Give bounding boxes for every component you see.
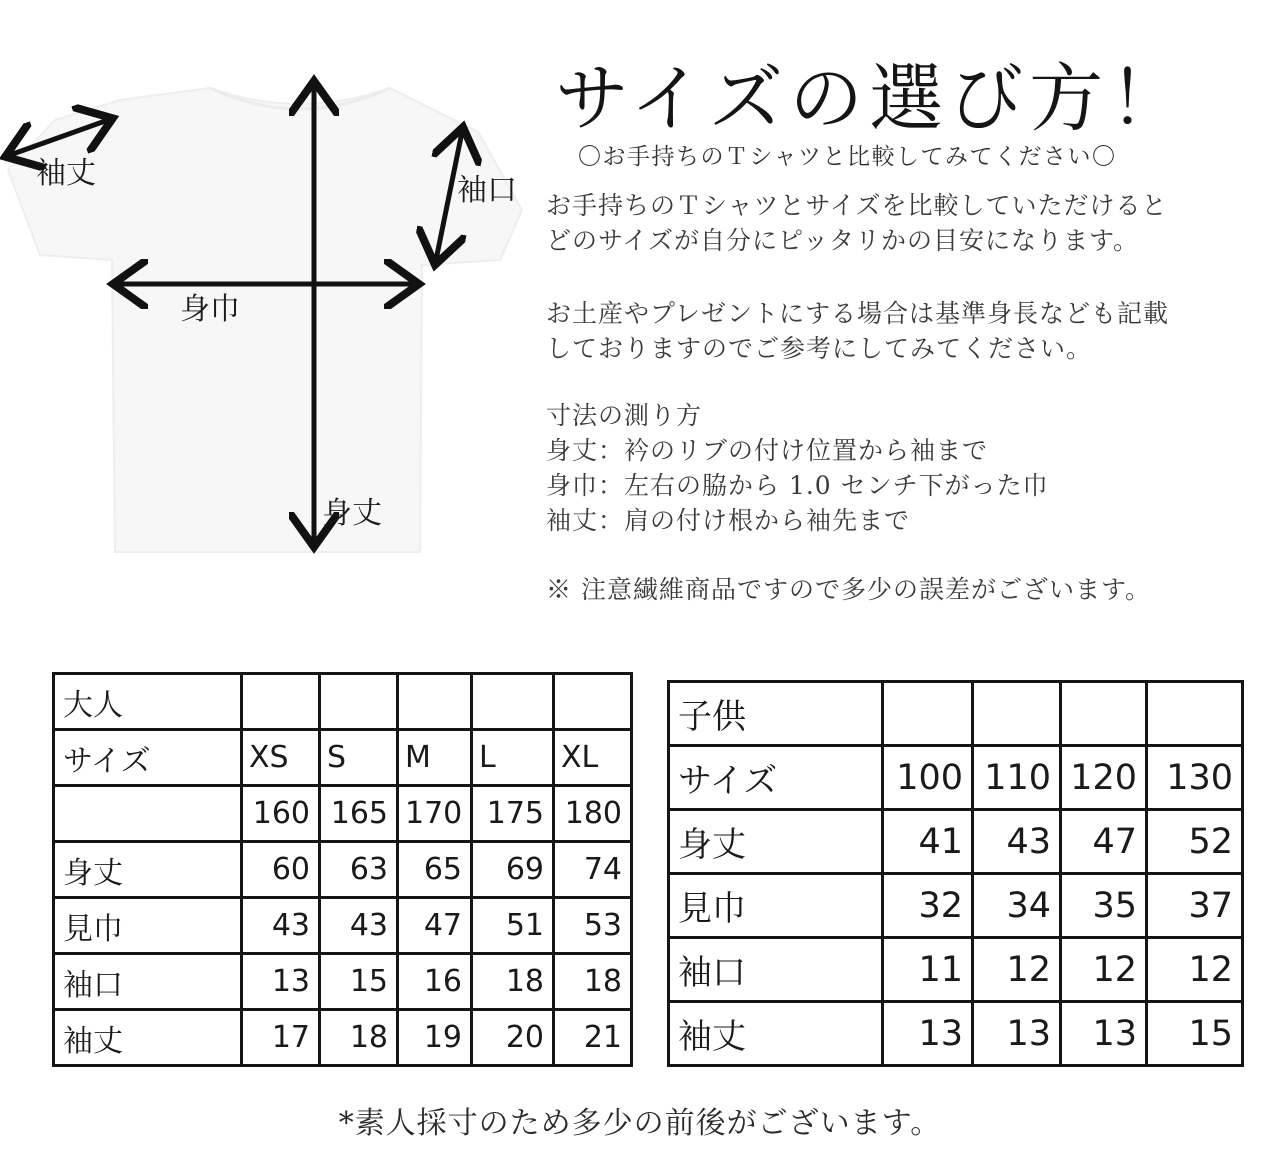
row-label: 身丈	[669, 810, 883, 874]
text-line: お土産やプレゼントにする場合は基準身長なども記載	[546, 299, 1170, 328]
size-header: 110	[973, 746, 1061, 810]
page-title: サイズの選び方！	[555, 56, 1190, 142]
height-cell: 160	[242, 786, 320, 842]
page-subtitle: 〇お手持ちのＴシャツと比較してみてください〇	[578, 144, 1117, 170]
tolerance-note	[546, 572, 1271, 607]
row-label: 袖口	[669, 938, 883, 1002]
table-cell: 11	[883, 938, 973, 1002]
table-cell	[320, 674, 398, 730]
table-cell: 19	[398, 1010, 472, 1066]
text-line: 身丈：衿のリブの付け位置から袖まで	[546, 436, 989, 465]
row-label: 袖口	[54, 954, 242, 1010]
table-cell: 60	[242, 842, 320, 898]
table-row	[54, 1010, 632, 1066]
table-cell: 53	[554, 898, 632, 954]
table-cell	[554, 674, 632, 730]
table-cell: 52	[1147, 810, 1243, 874]
table-cell: 13	[883, 1002, 973, 1066]
size-header: 100	[883, 746, 973, 810]
row-label: 袖丈	[669, 1002, 883, 1066]
table-row	[669, 1002, 1243, 1066]
table-row	[54, 842, 632, 898]
table-cell: 37	[1147, 874, 1243, 938]
table-cell: 12	[973, 938, 1061, 1002]
table-row	[669, 810, 1243, 874]
text-line: しておりますのでご参考にしてみてください。	[546, 334, 1093, 363]
table-cell: 34	[973, 874, 1061, 938]
size-header: XL	[554, 730, 632, 786]
label-body-length: 身丈	[322, 496, 382, 531]
table-cell: 47	[1061, 810, 1147, 874]
text-line: お手持ちのＴシャツとサイズを比較していただけると	[546, 191, 1168, 220]
text-line: ※ 注意繊維商品ですので多少の誤差がございます。	[546, 575, 1151, 604]
label-sleeve-length: 袖丈	[36, 156, 96, 191]
tshirt-diagram	[0, 60, 540, 580]
table-cell: 63	[320, 842, 398, 898]
child-size-table	[667, 680, 1244, 1067]
size-header: M	[398, 730, 472, 786]
table-cell: 21	[554, 1010, 632, 1066]
table-cell	[883, 682, 973, 746]
table-cell: 12	[1147, 938, 1243, 1002]
table-row	[54, 786, 632, 842]
table-row	[54, 674, 632, 730]
table-cell: 43	[973, 810, 1061, 874]
table-cell: 43	[242, 898, 320, 954]
table-row	[669, 938, 1243, 1002]
table-cell: 74	[554, 842, 632, 898]
text-line: 袖丈：肩の付け根から袖先まで	[546, 506, 911, 535]
text-line: 身巾：左右の脇から 1.0 センチ下がった巾	[546, 471, 1049, 500]
table-cell: 41	[883, 810, 973, 874]
height-cell: 170	[398, 786, 472, 842]
size-header: 120	[1061, 746, 1147, 810]
description-paragraph-2	[546, 296, 1271, 366]
table-title: 子供	[669, 682, 883, 746]
table-cell: 18	[554, 954, 632, 1010]
row-label: 見巾	[54, 898, 242, 954]
table-cell: 18	[320, 1010, 398, 1066]
row-label: 身丈	[54, 842, 242, 898]
table-cell: 18	[472, 954, 554, 1010]
table-cell	[973, 682, 1061, 746]
text-line: どのサイズが自分にピッタリかの目安になります。	[546, 226, 1140, 255]
label-cuff: 袖口	[457, 173, 517, 208]
size-header: XS	[242, 730, 320, 786]
table-cell: 12	[1061, 938, 1147, 1002]
height-cell: 165	[320, 786, 398, 842]
size-header: S	[320, 730, 398, 786]
tshirt-illustration	[0, 60, 540, 580]
table-cell: 20	[472, 1010, 554, 1066]
table-cell: 13	[242, 954, 320, 1010]
height-cell: 180	[554, 786, 632, 842]
row-label: サイズ	[669, 746, 883, 810]
table-cell: 51	[472, 898, 554, 954]
table-cell: 16	[398, 954, 472, 1010]
table-cell: 13	[973, 1002, 1061, 1066]
table-row	[54, 954, 632, 1010]
table-cell	[242, 674, 320, 730]
table-row	[54, 730, 632, 786]
table-cell	[1061, 682, 1147, 746]
table-cell	[472, 674, 554, 730]
measurement-method	[546, 398, 1271, 538]
table-cell: 69	[472, 842, 554, 898]
table-cell: 43	[320, 898, 398, 954]
row-label: 袖丈	[54, 1010, 242, 1066]
table-cell: 17	[242, 1010, 320, 1066]
table-row	[669, 874, 1243, 938]
table-row	[669, 746, 1243, 810]
table-cell: 47	[398, 898, 472, 954]
table-cell: 65	[398, 842, 472, 898]
size-header: L	[472, 730, 554, 786]
table-cell	[398, 674, 472, 730]
table-cell: 13	[1061, 1002, 1147, 1066]
table-cell: 32	[883, 874, 973, 938]
table-title: 大人	[54, 674, 242, 730]
size-header: 130	[1147, 746, 1243, 810]
footnote: *素人採寸のため多少の前後がございます。	[338, 1106, 942, 1141]
table-row	[54, 898, 632, 954]
row-label: サイズ	[54, 730, 242, 786]
table-row	[669, 682, 1243, 746]
description-paragraph-1	[546, 188, 1271, 258]
label-body-width: 身巾	[180, 292, 240, 327]
height-cell: 175	[472, 786, 554, 842]
text-line: 寸法の測り方	[546, 401, 703, 430]
row-label	[54, 786, 242, 842]
row-label: 見巾	[669, 874, 883, 938]
adult-size-table	[52, 672, 633, 1067]
table-cell: 35	[1061, 874, 1147, 938]
table-cell: 15	[320, 954, 398, 1010]
table-cell	[1147, 682, 1243, 746]
table-cell: 15	[1147, 1002, 1243, 1066]
